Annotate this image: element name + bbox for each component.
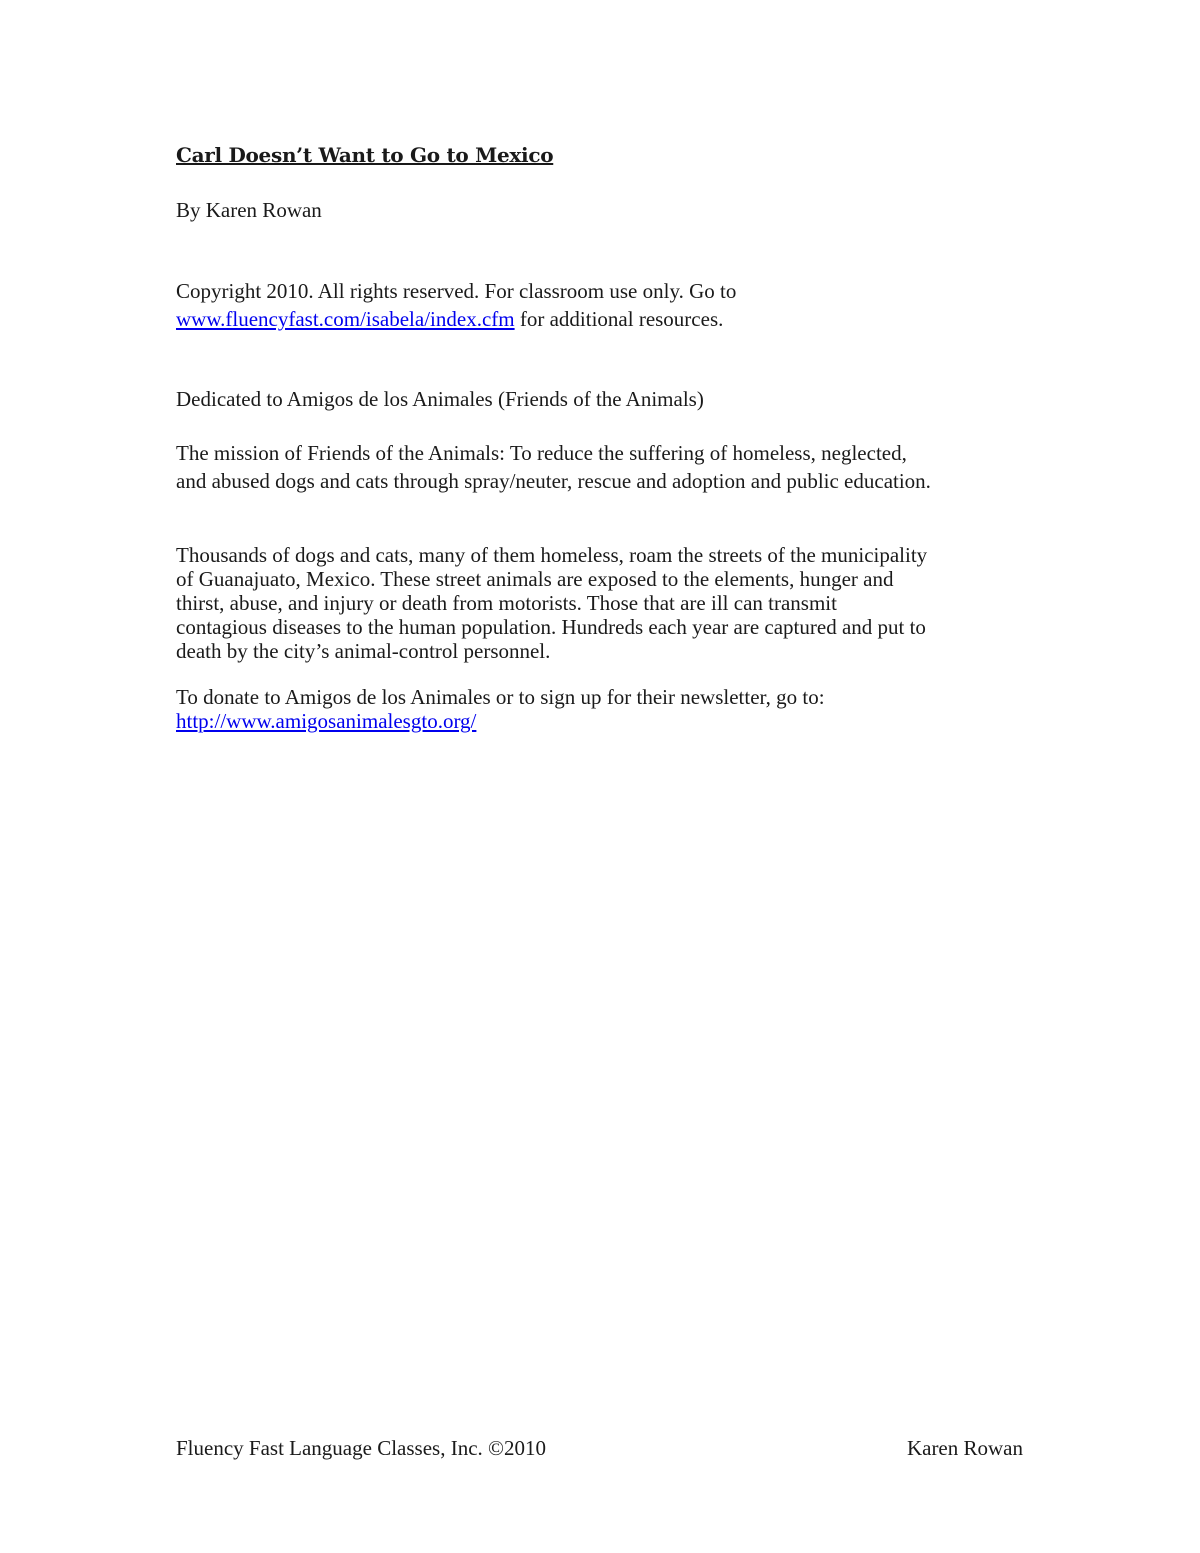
- copyright-paragraph: [176, 277, 736, 333]
- thousands-line: contagious diseases to the human population. Hundreds each year are captured and put to: [176, 615, 926, 639]
- dedication-line: Dedicated to Amigos de los Animales (Friends of the Animals): [176, 387, 704, 411]
- mission-line: and abused dogs and cats through spray/neuter, rescue and adoption and public education.: [176, 469, 931, 493]
- document-title: Carl Doesn’t Want to Go to Mexico: [176, 143, 554, 167]
- footer-author: Karen Rowan: [906, 1436, 1023, 1460]
- thousands-line: of Guanajuato, Mexico. These street animals are exposed to the elements, hunger and: [176, 567, 894, 591]
- donate-text: To donate to Amigos de los Animales or to sign up for their newsletter, go to:: [176, 685, 825, 709]
- author-line: By Karen Rowan: [176, 198, 322, 222]
- mission-paragraph: [176, 439, 931, 495]
- thousands-line: Thousands of dogs and cats, many of them homeless, roam the streets of the municipality: [176, 543, 928, 567]
- copyright-trailing-text: for additional resources.: [514, 307, 724, 331]
- fluencyfast-link[interactable]: www.fluencyfast.com/isabela/index.cfm: [176, 307, 515, 331]
- thousands-paragraph: [176, 543, 927, 663]
- mission-line: The mission of Friends of the Animals: To reduce the suffering of homeless, neglected,: [176, 441, 907, 465]
- donate-link-line: [176, 709, 825, 733]
- copyright-text: Copyright 2010. All rights reserved. For classroom use only. Go to: [176, 279, 737, 303]
- thousands-line: death by the city’s animal-control personnel.: [176, 639, 551, 663]
- thousands-line: thirst, abuse, and injury or death from motorists. Those that are ill can transmit: [176, 591, 837, 615]
- donate-paragraph: [176, 685, 825, 733]
- copyright-line-2: [176, 305, 736, 333]
- footer-publisher: Fluency Fast Language Classes, Inc. ©2010: [176, 1436, 546, 1460]
- amigos-animales-link[interactable]: http://www.amigosanimalesgto.org/: [176, 709, 477, 733]
